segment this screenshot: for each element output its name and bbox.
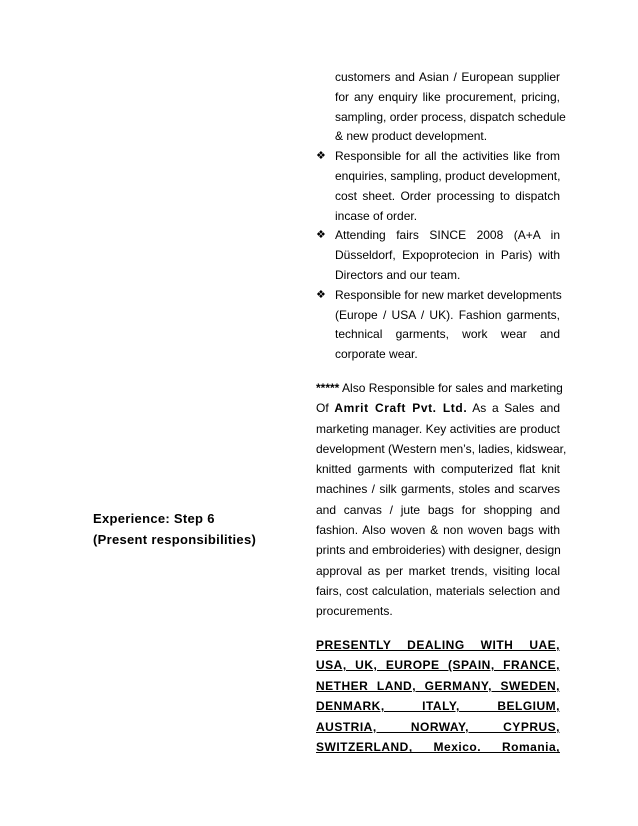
text-fragment: As a Sales and bbox=[467, 401, 560, 416]
experience-heading bbox=[93, 508, 293, 550]
text-line: development (Western men’s, ladies, kidswear, bbox=[316, 441, 567, 456]
responsibilities-column bbox=[316, 68, 567, 758]
text-line bbox=[316, 398, 560, 418]
text-line: Attending fairs SINCE 2008 (A+A in bbox=[335, 228, 560, 243]
text-line: approval as per market trends, visiting local bbox=[316, 563, 560, 578]
countries-list bbox=[316, 635, 560, 759]
continued-paragraph bbox=[335, 68, 566, 147]
diamond-bullet-icon: ❖ bbox=[316, 150, 326, 163]
company-name: Amrit Craft Pvt. Ltd. bbox=[334, 401, 468, 416]
text-line bbox=[316, 378, 563, 398]
responsibility-list bbox=[316, 147, 560, 365]
list-item bbox=[316, 226, 560, 285]
list-item bbox=[316, 147, 560, 226]
text-line: and canvas / jute bags for shopping and bbox=[316, 502, 560, 517]
text-line: incase of order. bbox=[335, 208, 418, 223]
text-line: & new product development. bbox=[335, 129, 488, 144]
country-line: DENMARK, ITALY, BELGIUM, bbox=[316, 699, 560, 714]
country-line: NETHER LAND, GERMANY, SWEDEN, bbox=[316, 678, 560, 693]
text-line: marketing manager. Key activities are product bbox=[316, 421, 560, 436]
text-line: cost sheet. Order processing to dispatch bbox=[335, 188, 560, 203]
text-line: machines / silk garments, stoles and scarves bbox=[316, 482, 560, 497]
text-line: Responsible for new market developments bbox=[335, 287, 562, 302]
text-line: corporate wear. bbox=[335, 347, 418, 362]
present-responsibilities-label: (Present responsibilities) bbox=[93, 532, 257, 547]
diamond-bullet-icon: ❖ bbox=[316, 288, 326, 301]
text-line: (Europe / USA / UK). Fashion garments, bbox=[335, 307, 560, 322]
stars-marker: ***** bbox=[316, 380, 340, 395]
text-fragment: Also Responsible for sales and marketing bbox=[339, 380, 563, 395]
text-line: procurements. bbox=[316, 604, 393, 619]
text-line: customers and Asian / European supplier bbox=[335, 70, 560, 84]
text-line: Directors and our team. bbox=[335, 267, 461, 282]
text-line: Düsseldorf, Expoprotecion in Paris) with bbox=[335, 248, 560, 263]
text-line: knitted garments with computerized flat knit bbox=[316, 462, 560, 477]
text-line: fashion. Also woven & non woven bags with bbox=[316, 523, 560, 538]
experience-step-label: Experience: Step 6 bbox=[93, 511, 215, 526]
country-line: PRESENTLY DEALING WITH UAE, bbox=[316, 637, 560, 652]
text-line: prints and embroideries) with designer, design bbox=[316, 543, 561, 558]
country-line: USA, UK, EUROPE (SPAIN, FRANCE, bbox=[316, 658, 560, 673]
also-responsible-paragraph bbox=[316, 378, 567, 622]
text-line: fairs, cost calculation, materials selection and bbox=[316, 583, 560, 598]
list-item bbox=[316, 286, 560, 365]
country-line: SWITZERLAND, Mexico. Romania, bbox=[316, 740, 560, 755]
text-line: for any enquiry like procurement, pricing, bbox=[335, 89, 560, 104]
text-fragment: Of bbox=[316, 401, 335, 416]
text-line: Responsible for all the activities like from bbox=[335, 149, 560, 164]
text-line: technical garments, work wear and bbox=[335, 327, 560, 342]
text-line: enquiries, sampling, product development, bbox=[335, 168, 561, 183]
diamond-bullet-icon: ❖ bbox=[316, 229, 326, 242]
text-line: sampling, order process, dispatch schedule bbox=[335, 109, 566, 124]
country-line: AUSTRIA, NORWAY, CYPRUS, bbox=[316, 719, 560, 734]
